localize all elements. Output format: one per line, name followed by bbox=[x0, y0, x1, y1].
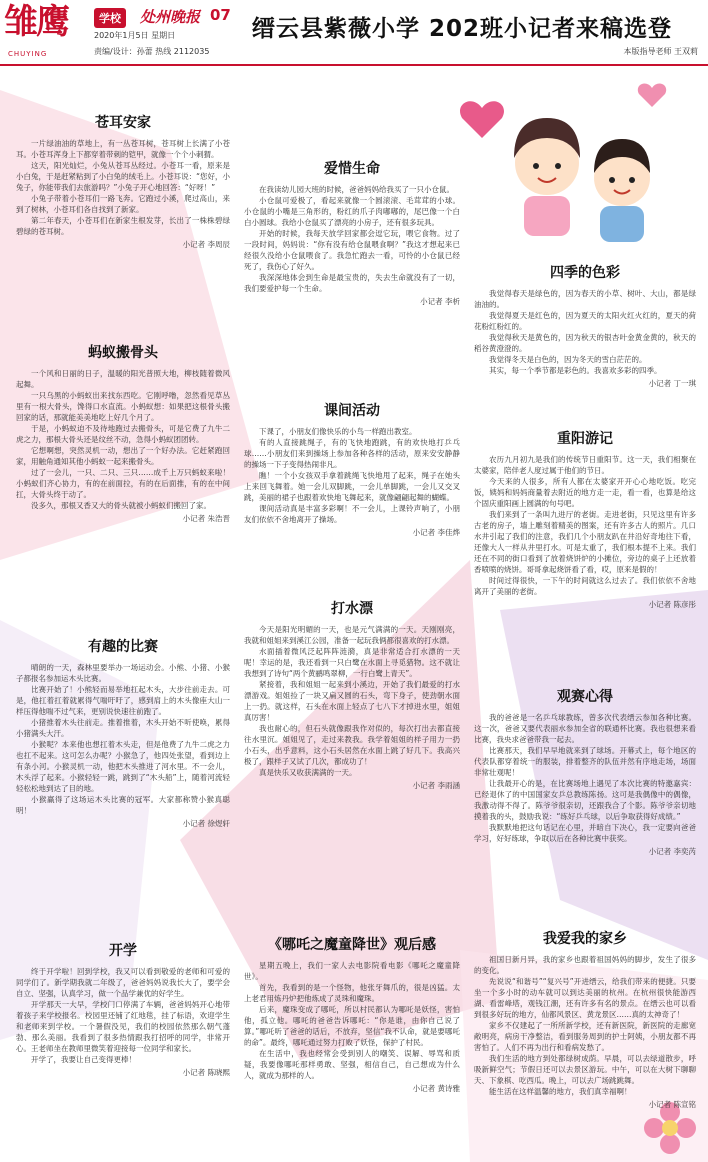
article-nezha bbox=[244, 934, 460, 1094]
flower-center-icon bbox=[662, 1120, 678, 1136]
flower-petal-icon bbox=[644, 1118, 664, 1138]
page-number: 07 bbox=[210, 6, 231, 24]
masthead-rule bbox=[0, 64, 708, 66]
article-byline: 小记者 李奕芮 bbox=[648, 847, 696, 856]
article-kejian bbox=[244, 400, 460, 538]
article-jiaxiang bbox=[474, 928, 696, 1110]
page-headline: 缙云县紫薇小学 202班小记者来稿选登 bbox=[252, 16, 673, 42]
article-paragraph: 一只乌黑的小蚂蚁出来找东西吃。它刚呼噜，忽然看见草丛里有一根大骨头，馋得口水直流。小蚂蚁想：如果把这根骨头搬回家的话，那就能美美地吃上好几个月了。 bbox=[16, 391, 230, 422]
editor-info: 责编/设计：孙蕾 热线 2112035 bbox=[94, 47, 210, 56]
girl-eye-icon bbox=[533, 163, 539, 169]
decorative-heart-icon bbox=[460, 101, 504, 138]
article-title: 有趣的比赛 bbox=[88, 639, 158, 655]
article-paragraph: 下课了，小朋友们像快乐的小鸟一样跑出教室。 bbox=[259, 427, 417, 436]
article-paragraph: 在生活中，我也经常会受到别人的嘲笑、误解、辱骂和质疑，我要像哪吒那样勇敢、坚强，相信自己，自己想成为什么人，就成为那样的人。 bbox=[244, 1049, 460, 1080]
article-chongyang bbox=[474, 428, 696, 610]
article-canger bbox=[16, 112, 230, 250]
boy-eye-icon bbox=[629, 177, 635, 183]
issue-date: 2020年1月5日 星期日 bbox=[94, 31, 176, 40]
article-title: 我爱我的家乡 bbox=[543, 931, 627, 947]
article-dashuipiao bbox=[244, 598, 460, 791]
article-paragraph: 农历九月初九是我们的传统节日重阳节。这一天，我们相聚在太婆家，陪伴老人度过属于他们的节日。 bbox=[474, 455, 696, 475]
article-paragraph: 有的人直接跳绳子，有的飞快地跑跳，有的欢快地打乒乓球……小朋友们来到操场上参加各种各样的活动，原来安安静静的操场一下子变得热闹非凡。 bbox=[244, 438, 460, 469]
article-paragraph: 家乡不仅建起了一所所新学校，还有新医院，新医院的走廊宽敞明亮，病房干净整洁，看到服务周到的护士阿姨，小朋友都不再害怕了。人们不再为出行和看病发愁了。 bbox=[474, 1021, 696, 1052]
article-byline: 小记者 陈晓熙 bbox=[182, 1068, 230, 1077]
article-byline: 小记者 李雨涵 bbox=[412, 781, 460, 790]
article-paragraph: 小仓鼠可爱极了，看起来就像一个圆滚滚、毛茸茸的小球。小仓鼠的小嘴是三角形的，粉红的爪子肉嘟嘟的，尾巴像一个白白小圆球。我给小仓鼠买了漂亮的小房子，还有很多玩具。 bbox=[244, 196, 460, 227]
masthead bbox=[0, 0, 708, 66]
section-badge: 学校 bbox=[94, 8, 126, 28]
article-byline: 小记者 朱浩晋 bbox=[182, 514, 230, 523]
article-paragraph: 在我读幼儿园大班的时候，爸爸妈妈给我买了一只小仓鼠。 bbox=[259, 185, 454, 194]
article-paragraph: 我们来到了一条叫九进厅的老街。走进老街，只见这里有许多古老的房子，墙上雕刻着精美的图案，还有许多古人的照片。几口水井引起了我们的注意，我们几个小朋友趴在井沿好奇地往下看，还像大人一样从井里打水。可是太重了，我们根本提不上来。我们还在不同的街口看到了放着烧饼炉的小摊位，旁边的桌子上还放着香喷喷的烧饼。哥哥拿起烧饼看了看，哎，原来是假的！ bbox=[474, 510, 696, 574]
article-byline: 小记者 丁一琪 bbox=[648, 379, 696, 388]
decorative-heart-icon bbox=[638, 84, 666, 107]
article-paragraph: 我觉得秋天是黄色的，因为秋天的银杏叶金黄金黄的，秋天的稻谷黄澄澄的。 bbox=[474, 333, 696, 353]
article-paragraph: 我觉得夏天是红色的，因为夏天的太阳火红火红的，夏天的荷花粉红粉红的。 bbox=[474, 311, 696, 331]
article-byline: 小记者 陈宣铭 bbox=[648, 1100, 696, 1109]
article-title: 四季的色彩 bbox=[550, 265, 620, 281]
article-paragraph: 开学那天一大早，学校门口停满了车辆，爸爸妈妈开心地带着孩子来学校报名。校园里还铺了红地毯，挂了标语，欢迎学生和老师来到学校。一个暑假没见，我们的校园依然那么朝气蓬勃、那么美丽。我看到了很多热情跟我打招呼的同学，非常开心。王老师坐在教师里微笑着迎接每一位同学和家长。 bbox=[16, 1000, 230, 1053]
article-paragraph: 能生活在这样温馨的地方，我们真幸福啊！ bbox=[489, 1087, 632, 1096]
newspaper-logo: 雏鹰 bbox=[4, 2, 68, 42]
article-title: 苍耳安家 bbox=[95, 115, 151, 131]
article-byline: 小记者 徐煜轩 bbox=[182, 819, 230, 828]
article-paragraph: 过了一会儿，一只、二只、三只……成千上万只蚂蚁来啦！小蚂蚁们齐心协力，有的在前面拉，有的在后面推，有的在中间扛，大骨头终于动了。 bbox=[16, 468, 230, 499]
article-paragraph: 终于开学啦！回到学校，我又可以看到敬爱的老师和可爱的同学们了。新学期我就二年级了，爸爸妈妈说我长大了，要学会自立、坚强，认真学习，做一个品学兼优的好学生。 bbox=[16, 967, 230, 998]
article-paragraph: 比赛那天，我们早早地就来到了球场。开幕式上，每个地区的代表队都穿着统一的服装，排着整齐的队伍并然有序地走场，场面非常壮观呢！ bbox=[474, 746, 696, 777]
article-paragraph: 祖国日新月异，我的家乡也跟着祖国妈妈的脚步，发生了很多的变化。 bbox=[474, 955, 696, 975]
article-title: 重阳游记 bbox=[557, 431, 613, 447]
article-title: 观赛心得 bbox=[557, 689, 613, 705]
article-aixi bbox=[244, 158, 460, 307]
article-paragraph: 首先，我看到的是一个怪物，他张牙舞爪的，很是凶猛。太上老君用炼丹炉把他炼成了灵珠和魔珠。 bbox=[244, 983, 460, 1003]
article-paragraph: 今天来的人很多，所有人都在太婆家开开心心地吃饭。吃完饭，姨妈和妈妈商量着去附近的地方走一走，看一看，也算是给这个固庆重阳画上圆满的句号吧。 bbox=[474, 477, 696, 508]
article-paragraph: 今天是阳光明媚的一天，也是元气满满的一天。天刚刚亮，我就和姐姐来到溪江公园，准备一起玩我俩都很喜欢的打水漂。 bbox=[244, 625, 460, 645]
article-paragraph: 时间过得很快，一下午的时间就这么过去了。我们依依不舍地离开了美丽的老街。 bbox=[474, 576, 696, 596]
article-paragraph: 没多久，那根又香又大的骨头就被小蚂蚁们搬回了家。 bbox=[31, 501, 211, 510]
article-paragraph: 星期五晚上，我们一家人去电影院看电影《哪吒之魔童降世》。 bbox=[244, 961, 460, 981]
article-byline: 小记者 黄诗雅 bbox=[412, 1084, 460, 1093]
article-paragraph: 小兔子带着小苍耳们一路飞奔。它跑过小溪，爬过高山，来到了树林，小苍耳们各自找到了新家。 bbox=[16, 194, 230, 214]
article-paragraph: 开始的时候，我每天放学回家都会逗它玩，喂它食物。过了一段时间，妈妈说：“你有没有给仓鼠喂食啊？”我这才想起来已经很久没给小仓鼠喂食了。我急忙跑去一看，可怜的小仓鼠已经死了，我伤心了好久。 bbox=[244, 229, 460, 271]
article-paragraph: 它想啊想，突然灵机一动，想出了一个好办法。它赶紧跑回家，用触角通知其他小蚂蚁一起来搬骨头。 bbox=[16, 446, 230, 466]
article-kaixue bbox=[16, 940, 230, 1078]
article-paragraph: 让我最开心的是，在比赛场地上遇见了本次比赛的特邀嘉宾：已经退休了的中国国家女乒总教练陈扬。这可是我偶像中的偶像，我激动得不得了。陈爷爷很亲切，还跟我合了个影。陈爷爷亲切地摸着我的头，鼓励我说：“练好乒乓球，以后争取获得好成绩。” bbox=[474, 779, 696, 821]
article-paragraph: 课间活动真是丰富多彩啊！不一会儿，上课铃声响了，小朋友们依依不舍地离开了操场。 bbox=[244, 504, 460, 524]
article-title: 蚂蚁搬骨头 bbox=[88, 345, 158, 361]
article-paragraph: 小猴赢得了这场运木头比赛的冠军。大家都称赞小猴真聪明！ bbox=[16, 795, 230, 815]
article-paragraph: 我们生活的地方到处都绿树成荫。早晨，可以去绿道散步，呼吸新鲜空气；节假日还可以去景区游玩。中午，可以在大树下聊聊天、下象棋、吃西瓜。晚上，可以去广场跳跳舞。 bbox=[474, 1054, 696, 1085]
article-paragraph: 于是，小蚂蚁迫不及待地跑过去搬骨头，可是它费了九牛二虎之力，那根大骨头还是纹丝不动，急得小蚂蚁团团转。 bbox=[16, 424, 230, 444]
article-paragraph: 其实，每一个季节都是彩色的。我喜欢多彩的四季。 bbox=[489, 366, 662, 375]
article-paragraph: 一片绿油油的草地上，有一丛苍耳树，苍耳树上长满了小苍耳。小苍耳浑身上下都穿着带刺的铠甲，就像一个个小刺猬。 bbox=[16, 139, 230, 159]
article-mayi bbox=[16, 342, 230, 524]
boy-eye-icon bbox=[609, 177, 615, 183]
article-paragraph: 比赛开始了！小熊轻而易举地扛起木头，大步往前走去。可是，他扛着扛着就累得气喘吁吁了，感到肩上的木头像座大山一样压得他喘不过气来，更别说快速往前跑了。 bbox=[16, 685, 230, 716]
article-byline: 小记者 李析 bbox=[420, 297, 460, 306]
article-byline: 小记者 李佳烨 bbox=[412, 528, 460, 537]
article-paragraph: 我也耐心的，但石头就像跟我作对似的，每次打出去都直接往水里沉。姐姐见了，走过来教我。我学着姐姐的样子用力一扔小石头，出乎意料，这小石头居然在水面上跳了好几下。我高兴极了，跟样子又试了几次，都成功了！ bbox=[244, 724, 460, 766]
article-title: 课间活动 bbox=[324, 403, 380, 419]
advisor-credit: 本版指导老师 王双莉 bbox=[623, 47, 698, 56]
article-paragraph: 瞧！一个小女孩双手拿着跳绳飞快地甩了起来，绳子在她头上来回飞舞着。她一会儿双脚跳，一会儿单脚跳，一会儿又交叉跳，美丽的裙子也跟着欢快地飞舞起来，就像翩翩起舞的蝴蝶。 bbox=[244, 471, 460, 502]
article-paragraph: 真是快乐又收获满满的一天。 bbox=[259, 768, 357, 777]
article-paragraph: 一个风和日丽的日子，温暖的阳光普照大地，柳枝随着微风起舞。 bbox=[16, 369, 230, 389]
article-paragraph: 第二年春天，小苍耳们在新家生根发芽，长出了一株株碧绿碧绿的苍耳树。 bbox=[16, 216, 230, 236]
article-guansai bbox=[474, 686, 696, 857]
article-siji bbox=[474, 262, 696, 389]
article-paragraph: 先说说“和谐号”“复兴号”开进缙云，给我们带来的便捷。只要坐一个多小时的动车就可以到达美丽的杭州。在杭州很快能游西湖、看雷峰塔，观钱江潮，还有许多有名的景点。在缙云也可以看到很多好玩的地方，仙都风景区、黄龙景区……真的太神奇了！ bbox=[474, 977, 696, 1019]
article-paragraph: 晴朗的一天，森林里要举办一场运动会。小熊、小猪、小猴子都报名参加运木头比赛。 bbox=[16, 663, 230, 683]
article-paragraph: 我默默地把这句话记在心里，并暗自下决心，我一定要向爸爸学习，好好练球，争取以后在各种比赛中获奖。 bbox=[474, 823, 696, 843]
article-paragraph: 这天，阳光灿烂，小兔从苍耳丛经过。小苍耳一看，原来是小白兔，于是赶紧粘到了小白兔的绒毛上。小苍耳说：“您好，小兔子，你能带我们去旅游吗？”小兔子开心地回答：“好呀！” bbox=[16, 161, 230, 192]
girl-body-icon bbox=[524, 196, 570, 236]
article-byline: 小记者 陈彦彤 bbox=[648, 600, 696, 609]
boy-body-icon bbox=[600, 206, 644, 242]
article-paragraph: 水面插着微风泛起阵阵涟漪，真是非常适合打水漂的一天呢！幸运的是，我还看到一只白鹭在水面上寻觅猎物。这不就让我想到了诗句“两个黄鹂鸣翠柳，一行白鹭上青天”。 bbox=[244, 647, 460, 678]
girl-eye-icon bbox=[555, 163, 561, 169]
article-paragraph: 紧接着，我和姐姐一起来到小溪边，开始了我们最爱的打水漂游戏。姐姐捡了一块又扁又圆的石头，弯下身子，使劲朝水面上一扔。就这样，石头在水面上轻点了七八下才掉进水里，姐姐真厉害！ bbox=[244, 680, 460, 722]
article-title: 打水漂 bbox=[331, 601, 373, 617]
paper-name: 处州晚报 bbox=[140, 8, 201, 26]
article-paragraph: 小猪推着木头往前走。推着推着，木头开始不听使唤，累得小猪满头大汗。 bbox=[16, 718, 230, 738]
article-paragraph: 我深深地体会到生命是最宝贵的，失去生命就没有了一切，我们要爱护每一个生命。 bbox=[244, 273, 460, 293]
kids-illustration bbox=[452, 68, 692, 258]
article-paragraph: 后来，魔珠变成了哪吒，所以村民都认为哪吒是妖怪，害怕他，孤立他。哪吒的爸爸告诉哪吒：“你是谁，由你自己说了算。”哪吒听了爸爸的话后，不放弃，坚信“我不认命，就是要哪吒的命”。最终，哪吒通过努力打败了妖怪，保护了村民。 bbox=[244, 1005, 460, 1047]
article-title: 《哪吒之魔童降世》观后感 bbox=[268, 937, 436, 953]
logo-subtitle: CHUYING bbox=[8, 50, 48, 58]
flower-petal-icon bbox=[676, 1118, 696, 1138]
article-byline: 小记者 李周辰 bbox=[182, 240, 230, 249]
article-title: 开学 bbox=[109, 943, 137, 959]
article-paragraph: 我的爸爸是一名乒乓球教练，曾多次代表缙云参加各种比赛。这一次，爸爸又要代表丽水参加全省的联通杯比赛。我也很想来看比赛，我央求爸爸带我一起去。 bbox=[474, 713, 696, 744]
flower-petal-icon bbox=[660, 1134, 680, 1154]
article-paragraph: 小猴呢？本来他也想扛着木头走，但是他费了九牛二虎之力也扛不起来。这可怎么办呢？小猴急了，他四处张望，看到边上有条小河。小猴灵机一动，他把木头推进了河水里。不一会儿，木头浮了起来。小猴轻轻一跳，跳到了“木头船”上，随着河流轻轻松松地到达了目的地。 bbox=[16, 740, 230, 793]
article-paragraph: 我觉得冬天是白色的，因为冬天的雪白茫茫的。 bbox=[489, 355, 647, 364]
article-bisai bbox=[16, 636, 230, 829]
article-paragraph: 我觉得春天是绿色的，因为春天的小草、树叶、大山，都是绿油油的。 bbox=[474, 289, 696, 309]
article-paragraph: 开学了，我要让自己变得更棒！ bbox=[31, 1055, 136, 1064]
article-title: 爱惜生命 bbox=[324, 161, 380, 177]
